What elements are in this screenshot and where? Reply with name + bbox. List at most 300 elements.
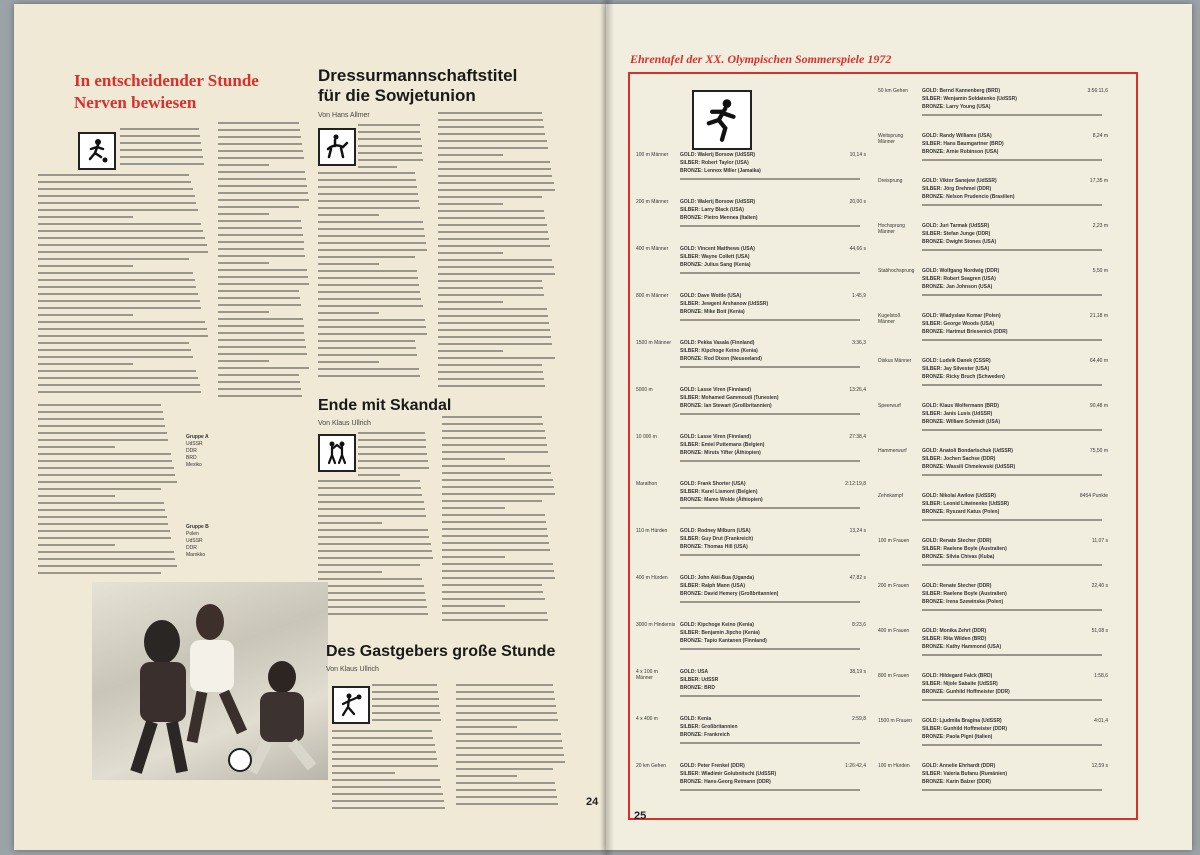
- result-value: 64,40 m: [1089, 358, 1108, 364]
- bronze-line: BRONZE: David Hemery (Großbritannien): [680, 591, 779, 597]
- text-line: [218, 136, 301, 138]
- gold-line: GOLD: Kipchoge Keino (Kenia): [680, 622, 754, 628]
- headline-gastgeber: Des Gastgebers große Stunde: [326, 643, 556, 660]
- text-line: [438, 350, 503, 352]
- text-line: [318, 585, 424, 587]
- text-line: [318, 270, 417, 272]
- medal-event: [878, 448, 1116, 489]
- text-line: [318, 606, 427, 608]
- text-line: [358, 131, 420, 133]
- event-name: 1500 m Männer: [636, 340, 672, 346]
- text-line: [218, 381, 300, 383]
- text-line: [318, 501, 424, 503]
- silver-line: SILBER: Stefan Junge (DDR): [922, 231, 991, 237]
- details-line: [922, 204, 1102, 206]
- text-line: [38, 356, 193, 358]
- text-line: [438, 189, 555, 191]
- event-name: 800 m Frauen: [878, 673, 910, 679]
- text-line: [318, 214, 379, 216]
- details-line: [922, 564, 1102, 566]
- gold-line: GOLD: Kenia: [680, 716, 712, 722]
- silver-line: SILBER: Jewgeni Arshanow (UdSSR): [680, 301, 769, 307]
- table-row: UdSSR: [186, 538, 203, 544]
- silver-line: SILBER: Mohamed Gammoudi (Tunesien): [680, 395, 779, 401]
- text-line: [218, 353, 307, 355]
- text-line: [38, 384, 200, 386]
- basketball-pictogram-icon: [318, 434, 356, 472]
- text-line: [318, 613, 428, 615]
- text-line: [318, 480, 420, 482]
- text-line: [318, 494, 422, 496]
- result-value: 3:56:11,6: [1087, 88, 1108, 94]
- medal-event: [636, 387, 874, 430]
- text-line: [218, 395, 302, 397]
- text-line: [38, 342, 189, 344]
- text-line: [438, 378, 544, 380]
- result-value: 5,50 m: [1092, 268, 1108, 274]
- text-line: [318, 361, 379, 363]
- text-line: [438, 287, 543, 289]
- gold-line: GOLD: Monika Zehrt (DDR): [922, 628, 987, 634]
- text-line: [218, 234, 303, 236]
- text-line: [38, 216, 133, 218]
- article-nerven-text-3: [218, 122, 310, 402]
- details-line: [680, 366, 860, 368]
- article-nerven-text-2: [38, 174, 210, 398]
- text-line: [442, 528, 547, 530]
- silver-line: SILBER: Raelene Boyle (Australien): [922, 591, 1007, 597]
- details-line: [922, 249, 1102, 251]
- details-line: [680, 742, 860, 744]
- bronze-line: BRONZE: Arnie Robinson (USA): [922, 149, 999, 155]
- text-line: [218, 248, 304, 250]
- text-line: [358, 460, 428, 462]
- text-line: [318, 543, 431, 545]
- text-line: [358, 145, 422, 147]
- text-line: [318, 550, 432, 552]
- text-line: [218, 311, 269, 313]
- medal-event: [636, 340, 874, 383]
- text-line: [318, 326, 426, 328]
- text-line: [438, 112, 542, 114]
- bronze-line: BRONZE: Pietro Mennea (Italien): [680, 215, 758, 221]
- details-line: [922, 519, 1102, 521]
- silver-line: SILBER: Robert Taylor (USA): [680, 160, 749, 166]
- article-skandal-text-3: [442, 416, 556, 626]
- result-value: 4:01,4: [1094, 718, 1108, 724]
- details-line: [922, 114, 1102, 116]
- gold-line: GOLD: Lasse Viren (Finnland): [680, 387, 752, 393]
- text-line: [218, 199, 309, 201]
- text-line: [318, 529, 428, 531]
- text-line: [442, 577, 555, 579]
- text-line: [38, 377, 198, 379]
- text-line: [438, 364, 542, 366]
- medal-event: [878, 313, 1116, 354]
- details-line: [680, 178, 860, 180]
- text-line: [456, 740, 562, 742]
- event-name: Marathon: [636, 481, 658, 487]
- text-line: [120, 142, 201, 144]
- bronze-line: BRONZE: Karin Balzer (DDR): [922, 779, 991, 785]
- text-line: [358, 138, 421, 140]
- text-line: [318, 515, 426, 517]
- silver-line: SILBER: Raelene Boyle (Australien): [922, 546, 1007, 552]
- bronze-line: BRONZE: Paola Pigni (Italien): [922, 734, 993, 740]
- details-line: [922, 474, 1102, 476]
- text-line: [218, 157, 304, 159]
- text-line: [438, 133, 545, 135]
- text-line: [38, 244, 207, 246]
- text-line: [358, 439, 426, 441]
- text-line: [38, 209, 198, 211]
- text-line: [218, 206, 299, 208]
- result-value: 2:59,8: [852, 716, 866, 722]
- text-line: [218, 290, 299, 292]
- text-line: [218, 129, 300, 131]
- medal-event: [878, 673, 1116, 714]
- details-line: [922, 384, 1102, 386]
- event-name: Diskus Männer: [878, 358, 912, 364]
- result-value: 38,19 s: [849, 669, 866, 675]
- text-line: [318, 200, 419, 202]
- bronze-line: BRONZE: Julius Sang (Kenia): [680, 262, 751, 268]
- bronze-line: BRONZE: Jan Johnson (USA): [922, 284, 993, 290]
- event-name: Speerwurf: [878, 403, 901, 409]
- result-value: 8454 Punkte: [1079, 493, 1108, 499]
- event-name: 100 m Frauen: [878, 538, 910, 544]
- bronze-line: BRONZE: Lennox Miller (Jamaika): [680, 168, 761, 174]
- medal-event: [636, 481, 874, 524]
- text-line: [318, 263, 379, 265]
- details-line: [680, 319, 860, 321]
- event-name: 5000 m: [636, 387, 653, 393]
- text-line: [438, 175, 552, 177]
- medal-event: [636, 434, 874, 477]
- details-line: [680, 789, 860, 791]
- gold-line: GOLD: Renate Stecher (DDR): [922, 583, 992, 589]
- result-value: 13:26,4: [849, 387, 866, 393]
- medal-event: [878, 133, 1116, 174]
- text-line: [318, 571, 382, 573]
- text-line: [318, 179, 416, 181]
- text-line: [318, 193, 418, 195]
- text-line: [318, 368, 419, 370]
- handball-pictogram-icon: [332, 686, 370, 724]
- text-line: [358, 152, 422, 154]
- bronze-line: BRONZE: Silvia Chivas (Kuba): [922, 554, 995, 560]
- text-line: [358, 467, 429, 469]
- medal-event: [636, 528, 874, 571]
- text-line: [38, 174, 189, 176]
- text-line: [218, 346, 306, 348]
- result-value: 20,00 s: [849, 199, 866, 205]
- text-line: [442, 535, 548, 537]
- left-newspaper-page: [14, 4, 606, 850]
- text-line: [38, 391, 201, 393]
- medal-event: [636, 763, 874, 806]
- headline-dressur: Dressurmannschaftstitel für die Sowjetunion: [318, 66, 518, 105]
- text-line: [442, 500, 542, 502]
- text-line: [442, 486, 554, 488]
- result-value: 1:58,6: [1094, 673, 1108, 679]
- text-line: [38, 237, 205, 239]
- article-skandal-text-2: [318, 480, 434, 620]
- event-name: 3000 m Hindernis: [636, 622, 676, 628]
- bronze-line: BRONZE: Hartmut Briesenick (DDR): [922, 329, 1008, 335]
- text-line: [318, 333, 427, 335]
- medal-event: [636, 246, 874, 289]
- details-line: [680, 225, 860, 227]
- text-line: [442, 598, 545, 600]
- text-line: [438, 252, 503, 254]
- text-line: [218, 192, 308, 194]
- silver-line: SILBER: Jay Silvester (USA): [922, 366, 990, 372]
- text-line: [38, 523, 168, 525]
- medal-event: [878, 223, 1116, 264]
- text-line: [218, 220, 301, 222]
- gold-line: GOLD: Rodney Milburn (USA): [680, 528, 751, 534]
- event-name: 100 m Männer: [636, 152, 669, 158]
- bronze-line: BRONZE: Hans-Georg Reimann (DDR): [680, 779, 771, 785]
- details-line: [680, 413, 860, 415]
- silver-line: SILBER: Gunhild Hoffmeister (DDR): [922, 726, 1007, 732]
- text-line: [358, 166, 397, 168]
- text-line: [38, 572, 161, 574]
- event-name: 4 x 400 m: [636, 716, 658, 722]
- page-fold-shadow: [600, 0, 614, 855]
- medal-event: [636, 199, 874, 242]
- headline-skandal: Ende mit Skandal: [318, 397, 452, 414]
- text-line: [438, 119, 543, 121]
- text-line: [218, 304, 301, 306]
- bronze-line: BRONZE: Mamo Wolde (Äthiopien): [680, 497, 763, 503]
- text-line: [438, 294, 544, 296]
- text-line: [442, 437, 546, 439]
- medal-event: [878, 403, 1116, 444]
- silver-line: SILBER: Leonid Litwinenko (UdSSR): [922, 501, 1009, 507]
- bronze-line: BRONZE: Gunhild Hoffmeister (DDR): [922, 689, 1010, 695]
- text-line: [332, 737, 433, 739]
- silver-line: SILBER: Karel Lismont (Belgien): [680, 489, 758, 495]
- text-line: [318, 291, 420, 293]
- result-value: 44,66 s: [849, 246, 866, 252]
- bronze-line: BRONZE: Thomas Hill (USA): [680, 544, 748, 550]
- text-line: [438, 147, 548, 149]
- article-dressur-text: [358, 124, 428, 173]
- text-line: [318, 354, 417, 356]
- event-name: 400 m Hürden: [636, 575, 668, 581]
- text-line: [456, 705, 556, 707]
- text-line: [318, 242, 426, 244]
- medal-event: [878, 493, 1116, 534]
- text-line: [38, 370, 196, 372]
- bronze-line: BRONZE: Larry Young (USA): [922, 104, 991, 110]
- event-name: 10 000 m: [636, 434, 657, 440]
- text-line: [438, 315, 548, 317]
- text-line: [372, 705, 439, 707]
- silver-line: SILBER: Großbritannien: [680, 724, 738, 730]
- silver-line: SILBER: Larry Black (USA): [680, 207, 744, 213]
- gold-line: GOLD: Dave Wottle (USA): [680, 293, 742, 299]
- bronze-line: BRONZE: Mike Boit (Kenia): [680, 309, 745, 315]
- text-line: [438, 329, 550, 331]
- result-value: 8,24 m: [1092, 133, 1108, 139]
- text-line: [120, 135, 200, 137]
- text-line: [438, 161, 550, 163]
- text-line: [438, 217, 545, 219]
- text-line: [218, 283, 309, 285]
- gold-line: GOLD: Walerij Borsow (UdSSR): [680, 199, 756, 205]
- text-line: [38, 265, 133, 267]
- silver-line: SILBER: Wenjamin Soldatenko (UdSSR): [922, 96, 1017, 102]
- text-line: [358, 124, 420, 126]
- text-line: [38, 307, 201, 309]
- text-line: [218, 178, 306, 180]
- text-line: [372, 712, 440, 714]
- table-row: BRD: [186, 455, 197, 461]
- text-line: [218, 276, 308, 278]
- text-line: [38, 516, 167, 518]
- medal-event: [636, 152, 874, 195]
- right-newspaper-page: [606, 4, 1192, 850]
- text-line: [332, 730, 432, 732]
- text-line: [438, 140, 547, 142]
- details-line: [680, 507, 860, 509]
- medal-event: [878, 178, 1116, 219]
- details-line: [922, 609, 1102, 611]
- text-line: [358, 446, 426, 448]
- text-line: [218, 269, 307, 271]
- text-line: [38, 474, 175, 476]
- gold-line: GOLD: Randy Williams (USA): [922, 133, 992, 139]
- text-line: [442, 465, 550, 467]
- text-line: [38, 502, 164, 504]
- bronze-line: BRONZE: Nelson Prudencio (Brasilien): [922, 194, 1015, 200]
- article-gastgeber-text: [372, 684, 446, 726]
- gold-line: GOLD: Hildegard Falck (BRD): [922, 673, 993, 679]
- text-line: [218, 185, 307, 187]
- text-line: [318, 536, 429, 538]
- gold-line: GOLD: Frank Shorter (USA): [680, 481, 746, 487]
- text-line: [456, 747, 563, 749]
- text-line: [456, 719, 558, 721]
- article-nerven-text: [120, 128, 210, 170]
- text-line: [456, 782, 555, 784]
- text-line: [442, 570, 554, 572]
- silver-line: SILBER: Valeria Bufanu (Rumänien): [922, 771, 1008, 777]
- text-line: [442, 605, 505, 607]
- silver-line: SILBER: Guy Drut (Frankreich): [680, 536, 754, 542]
- text-line: [438, 203, 503, 205]
- medal-event: [636, 622, 874, 665]
- text-line: [358, 159, 423, 161]
- text-line: [438, 343, 552, 345]
- text-line: [438, 259, 552, 261]
- result-value: 8:23,6: [852, 622, 866, 628]
- text-line: [38, 349, 191, 351]
- event-name: Hammerwurf: [878, 448, 907, 454]
- article-gastgeber-text-2: [332, 730, 446, 814]
- text-line: [38, 251, 208, 253]
- event-name: 800 m Männer: [636, 293, 669, 299]
- text-line: [218, 339, 305, 341]
- text-line: [442, 619, 548, 621]
- event-name: Stabhochsprung: [878, 268, 915, 274]
- text-line: [38, 460, 172, 462]
- bronze-line: BRONZE: Miruts Yifter (Äthiopien): [680, 450, 761, 456]
- medal-event: [878, 763, 1116, 804]
- text-line: [442, 493, 555, 495]
- text-line: [438, 154, 503, 156]
- text-line: [332, 793, 443, 795]
- bronze-line: BRONZE: Frankreich: [680, 732, 730, 738]
- gold-line: GOLD: Juri Tarmak (UdSSR): [922, 223, 990, 229]
- result-value: 51,08 s: [1091, 628, 1108, 634]
- text-line: [332, 758, 437, 760]
- text-line: [318, 319, 425, 321]
- text-line: [442, 542, 549, 544]
- table-row: DDR: [186, 545, 197, 551]
- medal-event: [878, 358, 1116, 399]
- event-name: 200 m Männer: [636, 199, 669, 205]
- gold-line: GOLD: Wolfgang Nordwig (DDR): [922, 268, 1000, 274]
- text-line: [442, 479, 553, 481]
- text-line: [456, 789, 556, 791]
- text-line: [318, 522, 382, 524]
- text-line: [318, 284, 419, 286]
- text-line: [456, 698, 555, 700]
- text-line: [38, 411, 163, 413]
- text-line: [318, 599, 426, 601]
- text-line: [318, 172, 415, 174]
- result-value: 75,50 m: [1089, 448, 1108, 454]
- text-line: [38, 544, 115, 546]
- gold-line: GOLD: John Akii-Bua (Uganda): [680, 575, 754, 581]
- medal-event: [878, 718, 1116, 759]
- result-value: 13,24 s: [849, 528, 866, 534]
- article-nerven-text-4: [38, 404, 178, 579]
- page-number-left: 24: [586, 796, 599, 808]
- text-line: [38, 453, 171, 455]
- article-gastgeber-text-3: [456, 684, 566, 810]
- text-line: [38, 181, 191, 183]
- bronze-line: BRONZE: Dwight Stones (USA): [922, 239, 997, 245]
- text-line: [38, 565, 177, 567]
- event-name: Kugelstoß Männer: [878, 313, 901, 325]
- text-line: [332, 772, 395, 774]
- text-line: [38, 195, 195, 197]
- event-name: 4 x 100 m Männer: [636, 669, 658, 681]
- text-line: [38, 439, 168, 441]
- text-line: [456, 726, 517, 728]
- text-line: [442, 521, 546, 523]
- silver-line: SILBER: Hans Baumgartner (BRD): [922, 141, 1004, 147]
- event-name: 20 km Gehen: [636, 763, 667, 769]
- event-name: 100 m Hürden: [878, 763, 910, 769]
- text-line: [438, 210, 544, 212]
- text-line: [38, 432, 167, 434]
- text-line: [438, 308, 547, 310]
- bronze-line: BRONZE: William Schmidt (USA): [922, 419, 1001, 425]
- text-line: [358, 474, 400, 476]
- bronze-line: BRONZE: Kathy Hammond (USA): [922, 644, 1002, 650]
- text-line: [38, 363, 133, 365]
- text-line: [38, 279, 195, 281]
- gold-line: GOLD: USA: [680, 669, 709, 675]
- text-line: [438, 238, 549, 240]
- gold-line: GOLD: Bernd Kannenberg (BRD): [922, 88, 1001, 94]
